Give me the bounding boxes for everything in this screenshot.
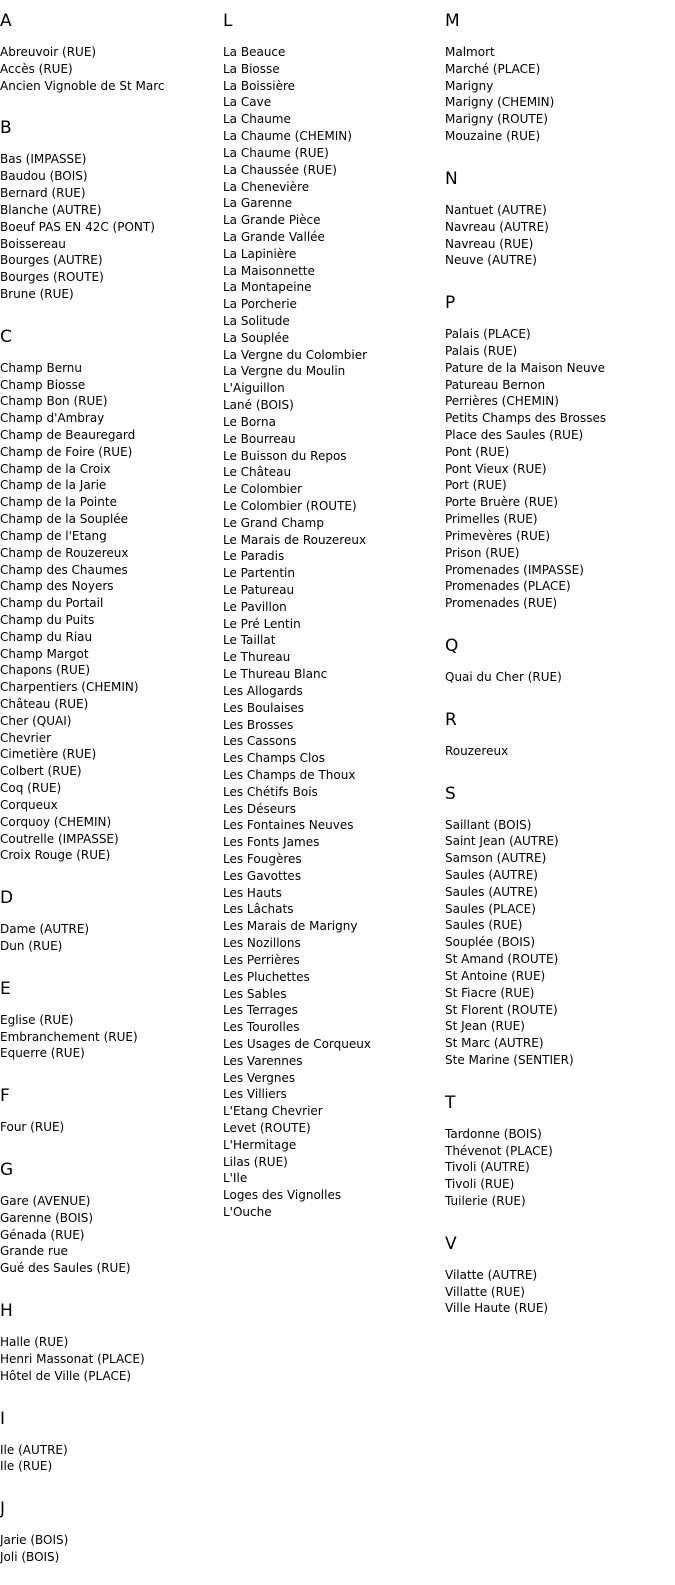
street-name: Les Sables [223, 986, 287, 1001]
street-name: Les Déseurs [223, 801, 296, 816]
street-name: Blanche (AUTRE) [0, 202, 102, 217]
letter-heading: L [223, 11, 233, 31]
street-name: La Maisonnette [223, 263, 315, 278]
street-name: La Grande Pièce [223, 213, 321, 228]
street-name: Mouzaine (RUE) [445, 129, 541, 144]
letter-group-g [0, 1158, 215, 1277]
street-name: Champ de la Croix [0, 461, 111, 476]
street-name: Le Taillat [223, 633, 276, 648]
letter-heading: I [0, 1408, 6, 1429]
street-name: Eglise (RUE) [0, 1012, 74, 1027]
street-name: Champ d'Ambray [0, 411, 105, 426]
street-name: Champ du Riau [0, 629, 93, 644]
letter-heading: D [0, 888, 14, 909]
street-name: Champ des Noyers [0, 579, 114, 594]
street-name: Dun (RUE) [0, 938, 63, 953]
street-name: Le Paradis [223, 549, 285, 564]
street-name: Cimetière (RUE) [0, 747, 97, 762]
street-name: St Jean (RUE) [445, 1019, 525, 1034]
street-name: Lilas (RUE) [223, 1154, 288, 1169]
street-name: Perrières (CHEMIN) [445, 394, 559, 409]
street-name: Génada (RUE) [0, 1227, 85, 1242]
street-list [445, 44, 675, 145]
street-name: Thévenot (PLACE) [445, 1143, 553, 1158]
street-name: Ile (RUE) [0, 1459, 53, 1474]
street-name: La Cave [223, 95, 272, 110]
street-name: Saules (AUTRE) [445, 884, 538, 899]
street-name: Quai du Cher (RUE) [445, 669, 562, 684]
street-name: Ville Haute (RUE) [445, 1301, 549, 1316]
street-index-column-1 [0, 9, 215, 1566]
street-name: Saules (PLACE) [445, 901, 536, 916]
street-name: Coutrelle (IMPASSE) [0, 831, 119, 846]
street-name: Hôtel de Ville (PLACE) [0, 1368, 132, 1383]
street-name: Saules (RUE) [445, 918, 523, 933]
street-list [445, 1267, 675, 1317]
street-list [445, 326, 675, 612]
street-name: Le Thureau [223, 650, 291, 665]
street-name: Le Colombier (ROUTE) [223, 498, 357, 513]
letter-heading: M [445, 11, 460, 31]
street-name: Champ de l'Etang [0, 528, 107, 543]
street-name: Samson (AUTRE) [445, 851, 547, 866]
street-name: Pont Vieux (RUE) [445, 461, 547, 476]
street-name: Tivoli (AUTRE) [445, 1160, 530, 1175]
street-name: Prison (RUE) [445, 545, 520, 560]
street-name: Grande rue [0, 1244, 68, 1259]
group-spacer [445, 1210, 675, 1232]
street-name: St Marc (AUTRE) [445, 1036, 544, 1051]
street-name: St Amand (ROUTE) [445, 952, 559, 967]
street-name: Les Allogards [223, 683, 303, 698]
group-spacer [0, 1062, 215, 1084]
group-spacer [0, 1136, 215, 1158]
letter-group-l [223, 9, 438, 1221]
street-name: La Chaume [223, 112, 291, 127]
street-name: Chevrier [0, 730, 52, 745]
letter-heading: B [0, 118, 12, 139]
street-name: L'Etang Chevrier [223, 1104, 323, 1119]
street-list [0, 1334, 215, 1384]
street-name: Bernard (RUE) [0, 186, 86, 201]
street-name: La Vergne du Colombier [223, 347, 368, 362]
letter-heading: F [0, 1086, 10, 1107]
letter-group-c [0, 325, 215, 864]
group-spacer [0, 955, 215, 977]
street-name: Tivoli (RUE) [445, 1177, 515, 1192]
street-name: Champ Bernu [0, 360, 83, 375]
street-name: Nantuet (AUTRE) [445, 202, 547, 217]
street-name: La Chaume (CHEMIN) [223, 129, 352, 144]
street-name: Pont (RUE) [445, 444, 510, 459]
street-name: Les Fougères [223, 852, 302, 866]
letter-heading: G [0, 1160, 14, 1180]
street-name: Saules (AUTRE) [445, 868, 538, 882]
letter-group-s [445, 782, 675, 1069]
street-name: L'Ouche [223, 1205, 272, 1220]
street-name: Embranchement (RUE) [0, 1029, 138, 1044]
street-name: Port (RUE) [445, 478, 507, 493]
street-list [0, 1119, 215, 1136]
street-name: La Porcherie [223, 297, 297, 312]
street-name: Les Fontaines Neuves [223, 818, 354, 833]
street-list [445, 743, 675, 760]
street-name: Les Boulaises [223, 700, 305, 715]
street-name: La Lapinière [223, 246, 297, 261]
letter-heading: J [0, 1499, 6, 1520]
letter-group-r [445, 708, 675, 760]
group-spacer [0, 864, 215, 886]
letter-group-h [0, 1299, 215, 1384]
letter-group-i [0, 1407, 215, 1476]
letter-group-p [445, 291, 675, 612]
street-name: Ste Marine (SENTIER) [445, 1052, 574, 1067]
street-name: Champ Biosse [0, 377, 86, 392]
street-name: Marché (PLACE) [445, 61, 541, 76]
group-spacer [0, 303, 215, 325]
street-name: Saint Jean (AUTRE) [445, 834, 559, 849]
street-name: Boeuf PAS EN 42C (PONT) [0, 219, 155, 234]
letter-group-m [445, 9, 675, 145]
street-name: Champ de la Jarie [0, 478, 107, 493]
street-name: Le Bourreau [223, 431, 296, 446]
street-name: Coq (RUE) [0, 781, 62, 796]
street-name: La Beauce [223, 45, 286, 59]
letter-heading: Q [445, 635, 459, 656]
letter-group-t [445, 1091, 675, 1210]
street-name: Bas (IMPASSE) [0, 152, 87, 167]
street-name: St Florent (ROUTE) [445, 1002, 558, 1017]
street-list [0, 921, 215, 955]
street-list [223, 44, 438, 1221]
street-name: Marigny (CHEMIN) [445, 95, 555, 110]
street-name: Les Marais de Marigny [223, 919, 358, 934]
street-name: Place des Saules (RUE) [445, 428, 584, 442]
street-name: Cher (QUAI) [0, 713, 72, 728]
street-name: Les Brosses [223, 717, 294, 732]
street-name: La Biosse [223, 61, 280, 76]
street-name: La Chenevière [223, 179, 310, 194]
street-name: Corquoy (CHEMIN) [0, 814, 112, 829]
street-name: Abreuvoir (RUE) [0, 45, 97, 59]
group-spacer [445, 1069, 675, 1091]
street-name: Levet (ROUTE) [223, 1121, 311, 1135]
letter-heading: S [445, 783, 456, 804]
street-name: Champ Margot [0, 646, 89, 661]
street-list [445, 202, 675, 269]
street-name: Le Château [223, 465, 292, 480]
street-name: Le Grand Champ [223, 515, 324, 530]
street-name: Les Villiers [223, 1087, 287, 1102]
street-name: Petits Champs des Brosses [445, 411, 607, 426]
street-name: Promenades (RUE) [445, 596, 558, 611]
street-name: Bourges (AUTRE) [0, 253, 103, 268]
street-name: Porte Bruère (RUE) [445, 495, 559, 510]
street-name: Navreau (RUE) [445, 236, 534, 251]
letter-group-f [0, 1084, 215, 1136]
letter-group-j [0, 1497, 215, 1566]
street-name: Champ du Portail [0, 596, 104, 611]
street-list [445, 817, 675, 1069]
street-name: Le Marais de Rouzereux [223, 532, 367, 547]
street-name: Champ des Chaumes [0, 562, 128, 577]
letter-heading: R [445, 709, 457, 730]
letter-heading: N [445, 168, 458, 189]
street-name: Le Thureau Blanc [223, 667, 328, 682]
street-list [445, 669, 675, 686]
street-name: Les Champs de Thoux [223, 767, 356, 782]
street-name: L'Hermitage [223, 1137, 297, 1152]
street-name: Croix Rouge (RUE) [0, 848, 111, 863]
street-list [0, 1532, 215, 1566]
street-name: La Vergne du Moulin [223, 364, 346, 379]
street-name: Le Partentin [223, 566, 295, 581]
group-spacer [445, 760, 675, 782]
street-name: Jarie (BOIS) [0, 1533, 69, 1548]
letter-heading: C [0, 326, 12, 347]
letter-heading: P [445, 293, 456, 314]
street-name: Palais (RUE) [445, 343, 518, 358]
street-name: Les Perrières [223, 952, 300, 967]
street-name: La Chaume (RUE) [223, 145, 329, 160]
street-name: Brune (RUE) [0, 286, 74, 301]
street-name: Les Usages de Corqueux [223, 1036, 371, 1051]
street-name: Pature de la Maison Neuve [445, 360, 606, 375]
street-name: L'Ile [223, 1171, 248, 1186]
group-spacer [445, 686, 675, 708]
street-index-column-2 [223, 9, 438, 1221]
street-name: Boissereau [0, 236, 66, 251]
street-list [0, 44, 215, 94]
street-name: Les Terrages [223, 1003, 298, 1018]
street-name: Navreau (AUTRE) [445, 219, 549, 234]
street-name: Bourges (ROUTE) [0, 270, 104, 285]
letter-group-d [0, 886, 215, 955]
street-name: Château (RUE) [0, 697, 89, 711]
street-name: Champ de Foire (RUE) [0, 444, 133, 459]
group-spacer [0, 1475, 215, 1497]
group-spacer [0, 1385, 215, 1407]
street-name: Primevères (RUE) [445, 528, 551, 543]
letter-heading: T [445, 1092, 456, 1113]
street-name: Les Fonts James [223, 835, 320, 850]
street-name: Champ de Rouzereux [0, 545, 129, 560]
street-name: Garenne (BOIS) [0, 1210, 94, 1225]
street-name: La Garenne [223, 196, 293, 211]
street-name: Saillant (BOIS) [445, 817, 532, 832]
street-name: Promenades (IMPASSE) [445, 562, 584, 577]
street-name: Gare (AVENUE) [0, 1194, 91, 1208]
street-name: Champ de la Souplée [0, 512, 129, 527]
street-name: Les Vergnes [223, 1070, 296, 1085]
letter-group-b [0, 116, 215, 302]
letter-heading: E [0, 978, 11, 999]
street-name: La Grande Vallée [223, 229, 325, 244]
letter-heading: H [0, 1301, 13, 1322]
street-name: Palais (PLACE) [445, 327, 531, 342]
group-spacer [445, 612, 675, 634]
street-name: La Boissière [223, 78, 296, 93]
street-index-column-3 [445, 9, 675, 1317]
street-name: La Souplée [223, 330, 290, 345]
street-name: Vilatte (AUTRE) [445, 1267, 538, 1282]
letter-heading: A [0, 11, 12, 31]
street-name: Les Hauts [223, 885, 282, 900]
street-name: Les Nozillons [223, 936, 301, 951]
group-spacer [445, 145, 675, 167]
street-name: Ile (AUTRE) [0, 1442, 68, 1457]
street-name: Les Champs Clos [223, 751, 325, 766]
street-name: La Solitude [223, 314, 290, 328]
street-name: Les Gavottes [223, 868, 302, 883]
street-name: Equerre (RUE) [0, 1046, 85, 1061]
street-name: Accès (RUE) [0, 61, 73, 76]
street-name: Charpentiers (CHEMIN) [0, 680, 139, 695]
street-list [0, 360, 215, 864]
street-name: Joli (BOIS) [0, 1549, 60, 1564]
street-name: Marigny (ROUTE) [445, 112, 548, 127]
letter-heading: V [445, 1233, 457, 1254]
street-name: Le Pavillon [223, 599, 287, 614]
group-spacer [0, 1277, 215, 1299]
street-name: Loges des Vignolles [223, 1188, 342, 1203]
street-name: L'Aiguillon [223, 381, 285, 396]
street-name: Champ de Beauregard [0, 428, 136, 442]
street-name: Dame (AUTRE) [0, 922, 90, 937]
letter-group-n [445, 167, 675, 269]
street-name: Villatte (RUE) [445, 1284, 525, 1299]
street-name: Les Pluchettes [223, 969, 310, 984]
letter-group-a [0, 9, 215, 94]
street-name: La Chaussée (RUE) [223, 162, 337, 177]
street-name: Primelles (RUE) [445, 512, 538, 527]
street-name: Patureau Bernon [445, 377, 546, 392]
street-list [0, 1012, 215, 1062]
street-name: Champ de la Pointe [0, 495, 117, 510]
street-list [0, 1442, 215, 1476]
letter-group-v [445, 1232, 675, 1317]
street-name: Champ Bon (RUE) [0, 394, 108, 409]
street-name: Gué des Saules (RUE) [0, 1261, 131, 1276]
group-spacer [0, 94, 215, 116]
street-name: Les Chétifs Bois [223, 784, 318, 799]
street-name: Le Pré Lentin [223, 616, 301, 631]
street-name: Souplée (BOIS) [445, 935, 536, 950]
street-list [445, 1126, 675, 1210]
street-name: La Montapeine [223, 280, 312, 295]
street-name: Le Patureau [223, 583, 295, 597]
street-name: Les Cassons [223, 734, 297, 749]
street-name: Les Varennes [223, 1053, 303, 1068]
letter-group-e [0, 977, 215, 1062]
street-name: Tuilerie (RUE) [445, 1194, 526, 1208]
street-name: Champ du Puits [0, 612, 95, 627]
street-name: St Fiacre (RUE) [445, 985, 535, 1000]
street-name: Baudou (BOIS) [0, 169, 88, 184]
street-name: Les Lâchats [223, 902, 294, 917]
street-name: Tardonne (BOIS) [445, 1126, 542, 1141]
street-name: Chapons (RUE) [0, 663, 91, 678]
street-name: Colbert (RUE) [0, 764, 82, 779]
street-name: Rouzereux [445, 743, 509, 758]
group-spacer [445, 269, 675, 291]
street-list [0, 151, 215, 302]
street-name: Malmort [445, 45, 495, 59]
street-name: Lané (BOIS) [223, 398, 294, 413]
street-name: St Antoine (RUE) [445, 968, 546, 983]
street-name: Le Buisson du Repos [223, 448, 347, 463]
street-name: Promenades (PLACE) [445, 579, 571, 594]
street-name: Neuve (AUTRE) [445, 253, 537, 268]
street-name: Corqueux [0, 797, 58, 812]
street-name: Henri Massonat (PLACE) [0, 1351, 145, 1366]
street-name: Les Tourolles [223, 1020, 300, 1035]
street-name: Le Borna [223, 414, 276, 429]
street-list [0, 1193, 215, 1277]
street-name: Le Colombier [223, 482, 303, 497]
street-name: Halle (RUE) [0, 1335, 69, 1350]
street-name: Four (RUE) [0, 1120, 65, 1135]
street-name: Marigny [445, 78, 494, 93]
street-name: Ancien Vignoble de St Marc [0, 78, 165, 93]
letter-group-q [445, 634, 675, 686]
